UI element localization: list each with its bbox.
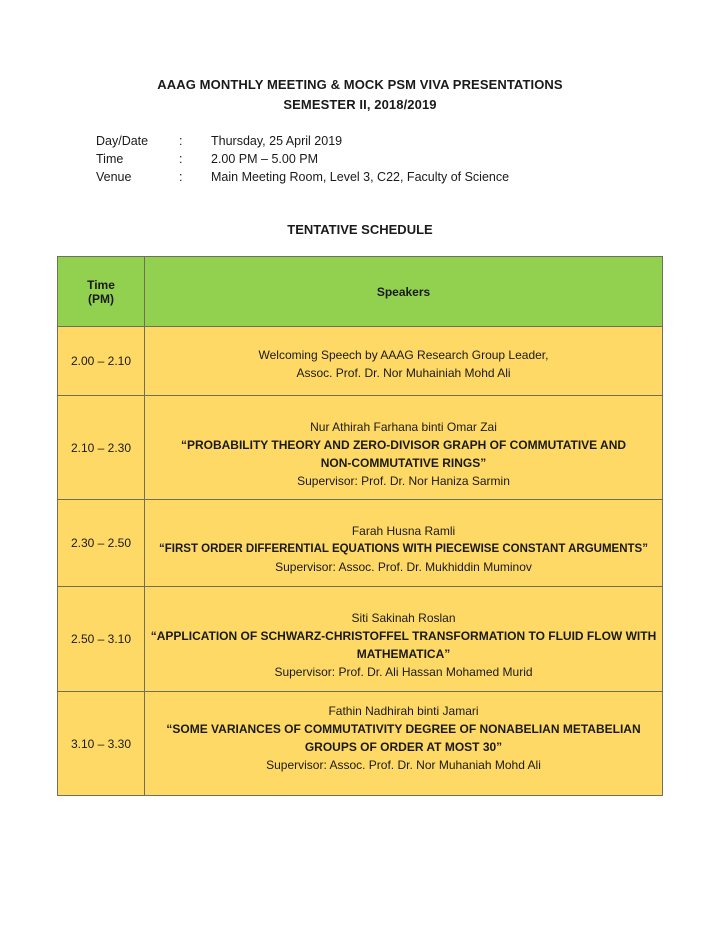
supervisor: Supervisor: Prof. Dr. Nor Haniza Sarmin bbox=[297, 473, 510, 488]
detail-label: Time bbox=[96, 152, 124, 166]
talk-title: MATHEMATICA” bbox=[356, 647, 451, 661]
document-title: AAAG MONTHLY MEETING & MOCK PSM VIVA PRESENTATIONS bbox=[157, 77, 563, 92]
welcome-speaker: Assoc. Prof. Dr. Nor Muhainiah Mohd Ali bbox=[296, 366, 511, 380]
detail-separator: : bbox=[179, 170, 183, 184]
speaker-name: Nur Athirah Farhana binti Omar Zai bbox=[310, 419, 497, 434]
speaker-cell bbox=[145, 587, 663, 692]
schedule-heading: TENTATIVE SCHEDULE bbox=[287, 222, 433, 237]
time-cell: 2.30 – 2.50 bbox=[58, 500, 145, 587]
table-row bbox=[58, 396, 663, 500]
speaker-cell bbox=[145, 396, 663, 500]
detail-label: Day/Date bbox=[96, 134, 149, 148]
table-row bbox=[58, 587, 663, 692]
speaker-cell bbox=[145, 692, 663, 796]
speaker-name: Siti Sakinah Roslan bbox=[351, 611, 456, 625]
welcome-line: Welcoming Speech by AAAG Research Group Leader, bbox=[258, 348, 549, 362]
time-cell: 2.10 – 2.30 bbox=[58, 396, 145, 500]
document-subtitle: SEMESTER II, 2018/2019 bbox=[283, 97, 437, 112]
table-row bbox=[58, 327, 663, 396]
detail-separator: : bbox=[179, 134, 183, 148]
supervisor: Supervisor: Assoc. Prof. Dr. Nor Muhaniah Mohd Ali bbox=[266, 757, 541, 772]
speaker-cell bbox=[145, 500, 663, 587]
supervisor: Supervisor: Prof. Dr. Ali Hassan Mohamed Murid bbox=[274, 665, 533, 679]
talk-title: NON-COMMUTATIVE RINGS” bbox=[320, 455, 487, 470]
talk-title: GROUPS OF ORDER AT MOST 30” bbox=[304, 739, 503, 754]
speaker-name: Fathin Nadhirah binti Jamari bbox=[328, 703, 479, 718]
speaker-cell bbox=[145, 327, 663, 396]
speakers-column-header: Speakers bbox=[145, 257, 663, 327]
time-header-line2: (PM) bbox=[88, 291, 114, 306]
schedule-table bbox=[57, 256, 663, 796]
talk-title: “SOME VARIANCES OF COMMUTATIVITY DEGREE OF NONABELIAN METABELIAN bbox=[166, 721, 641, 736]
talk-title: “PROBABILITY THEORY AND ZERO-DIVISOR GRAPH OF COMMUTATIVE AND bbox=[180, 437, 627, 452]
talk-title: “FIRST ORDER DIFFERENTIAL EQUATIONS WITH PIECEWISE CONSTANT ARGUMENTS” bbox=[159, 543, 648, 555]
detail-separator: : bbox=[179, 152, 183, 166]
time-header-line1: Time bbox=[87, 277, 115, 292]
talk-title: “APPLICATION OF SCHWARZ-CHRISTOFFEL TRANSFORMATION TO FLUID FLOW WITH bbox=[150, 629, 657, 643]
time-cell: 2.00 – 2.10 bbox=[58, 327, 145, 396]
time-cell: 2.50 – 3.10 bbox=[58, 587, 145, 692]
time-column-header bbox=[58, 257, 145, 327]
table-header-row bbox=[58, 257, 663, 327]
detail-label: Venue bbox=[96, 170, 132, 184]
detail-value: 2.00 PM – 5.00 PM bbox=[211, 152, 319, 166]
detail-time-row bbox=[96, 150, 509, 168]
detail-value: Main Meeting Room, Level 3, C22, Faculty of Science bbox=[211, 170, 510, 184]
supervisor: Supervisor: Assoc. Prof. Dr. Mukhiddin Muminov bbox=[275, 560, 532, 574]
table-row bbox=[58, 692, 663, 796]
detail-value: Thursday, 25 April 2019 bbox=[211, 134, 343, 148]
speaker-name: Farah Husna Ramli bbox=[351, 524, 456, 538]
detail-date-row bbox=[96, 132, 509, 150]
detail-venue-row bbox=[96, 168, 509, 186]
meeting-details bbox=[96, 132, 509, 186]
time-cell: 3.10 – 3.30 bbox=[58, 692, 145, 796]
table-row bbox=[58, 500, 663, 587]
